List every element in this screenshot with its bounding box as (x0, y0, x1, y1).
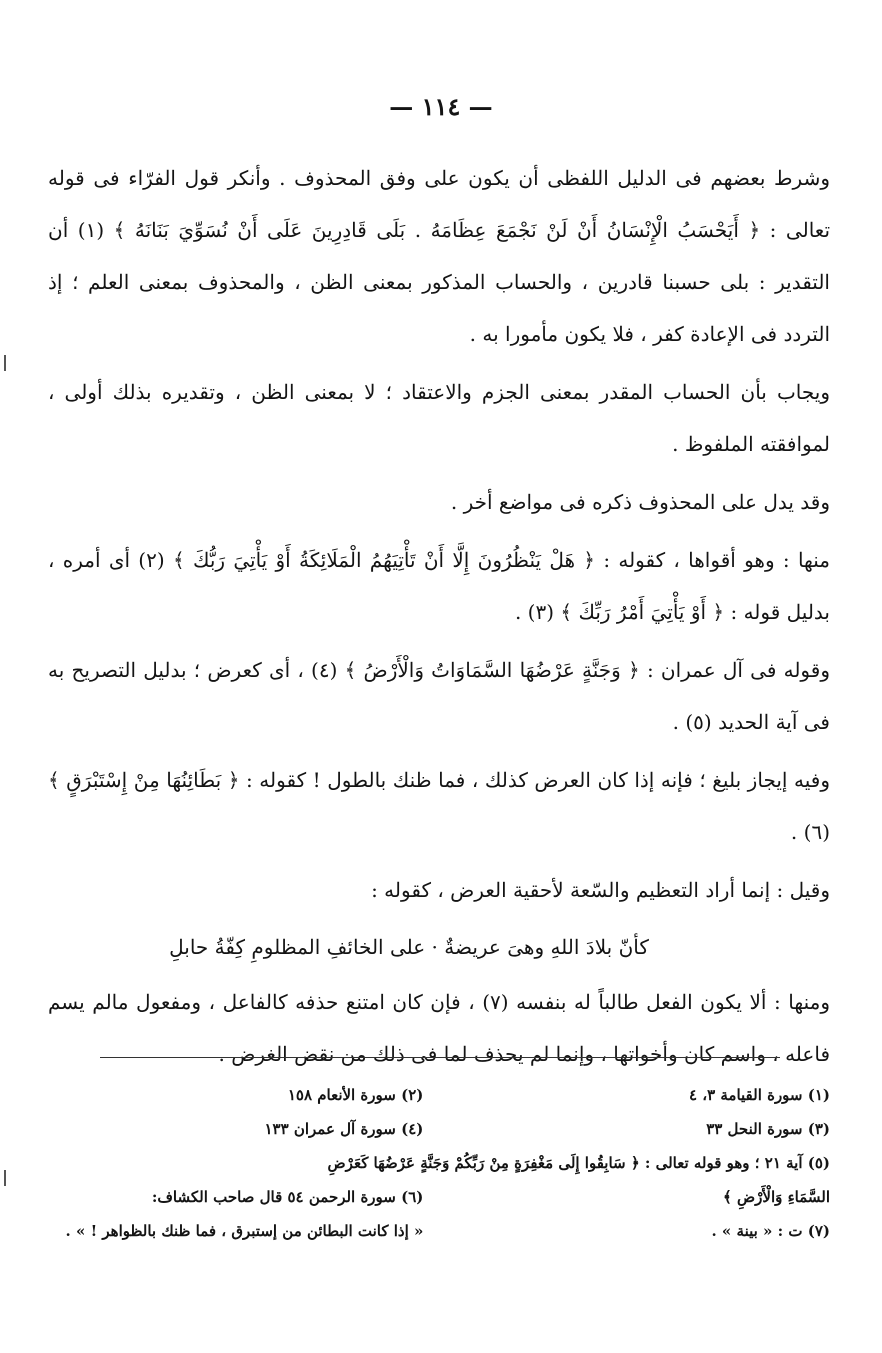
poetry-verse: كأنّ بلادَ اللهِ وهىَ عريضةٌ · على الخائفِ المظلومِ كِفّةُ حابلِ (169, 935, 649, 959)
footnote-row-6-7 (48, 1214, 830, 1248)
footnote-6: (٦) سورة الرحمن ٥٤ قال صاحب الكشاف: (151, 1188, 424, 1206)
paragraph-3: وقد يدل على المحذوف ذكره فى مواضع أخر . (450, 490, 830, 514)
footnote-4: (٤) سورة آل عمران ١٣٣ (264, 1120, 424, 1138)
paragraph-5: وقوله فى آل عمران : ﴿ وَجَنَّةٍ عَرْضُهَا السَّمَاوَاتُ وَالْأَرْضُ ﴾ (٤) ، أى كعرض ؛ بدليل التصريح به فى آية الحديد (٥) . (48, 658, 830, 734)
margin-mark (4, 355, 6, 371)
page-number: — ١١٤ — (389, 92, 493, 121)
margin-mark (4, 1170, 6, 1186)
paragraph-8: ومنها : ألا يكون الفعل طالباً له بنفسه (٧) ، فإن كان امتنع حذفه كالفاعل ، ومفعول مالم يسم فاعله ، واسم كان وأخواتها ، وإنما لم يحذف لما فى ذلك من نقض الغرض . (48, 990, 830, 1066)
paragraph-1: وشرط بعضهم فى الدليل اللفظى أن يكون على وفق المحذوف . وأنكر قول الفرّاء فى قوله تعالى : ﴿ أَيَحْسَبُ الْإِنْسَانُ أَنْ لَنْ نَجْمَعَ عِظَامَهُ . بَلَى قَادِرِينَ عَلَى أَنْ نُسَوِّيَ بَنَانَهُ ﴾ (١) أن التقدير : بلى حسبنا قادرين ، والحساب المذكور بمعنى الظن ، والمحذوف بمعنى العلم ؛ إذ التردد فى الإعادة كفر ، فلا يكون مأمورا به . (48, 166, 831, 346)
footnote-5: (٥) آية ٢١ ؛ وهو قوله تعالى : ﴿ سَابِقُوا إِلَى مَغْفِرَةٍ مِنْ رَبِّكُمْ وَجَنَّةٍ عَرْضُهَا كَعَرْضِ (327, 1154, 830, 1172)
footnote-7: (٧) ت : « بينة » . (711, 1222, 830, 1240)
main-text (48, 152, 830, 1086)
footnote-row-1 (48, 1078, 830, 1112)
footnote-6-quote: « إذا كانت البطائن من إستبرق ، فما ظنك بالظواهر ! » . (65, 1222, 424, 1240)
footnote-row-2 (48, 1112, 830, 1146)
footnote-1: (١) سورة القيامة ٣، ٤ (688, 1086, 830, 1104)
footnote-divider (100, 1057, 780, 1058)
footnote-5-continued: السَّمَاءِ وَالْأَرْضِ ﴾ (723, 1188, 830, 1206)
footnote-3: (٣) سورة النحل ٣٣ (706, 1120, 830, 1138)
paragraph-6: وفيه إيجاز بليغ ؛ فإنه إذا كان العرض كذلك ، فما ظنك بالطول ! كقوله : ﴿ بَطَائِنُهَا مِنْ إِسْتَبْرَقٍ ﴾ (٦) . (48, 768, 830, 844)
paragraph-7: وقيل : إنما أراد التعظيم والسّعة لأحقية العرض ، كقوله : (371, 878, 830, 902)
footnote-2: (٢) سورة الأنعام ١٥٨ (287, 1086, 424, 1104)
paragraph-4: منها : وهو أقواها ، كقوله : ﴿ هَلْ يَنْظُرُونَ إِلَّا أَنْ تَأْتِيَهُمُ الْمَلَائِكَةُ أَوْ يَأْتِيَ رَبُّكَ ﴾ (٢) أى أمره ، بدليل قوله : ﴿ أَوْ يَأْتِيَ أَمْرُ رَبِّكَ ﴾ (٣) . (48, 548, 831, 624)
paragraph-2: ويجاب بأن الحساب المقدر بمعنى الجزم والاعتقاد ؛ لا بمعنى الظن ، وتقديره بذلك أولى ، لموافقته الملفوظ . (48, 380, 830, 456)
footnotes (48, 1078, 830, 1248)
footnote-row-5-6 (48, 1180, 830, 1214)
